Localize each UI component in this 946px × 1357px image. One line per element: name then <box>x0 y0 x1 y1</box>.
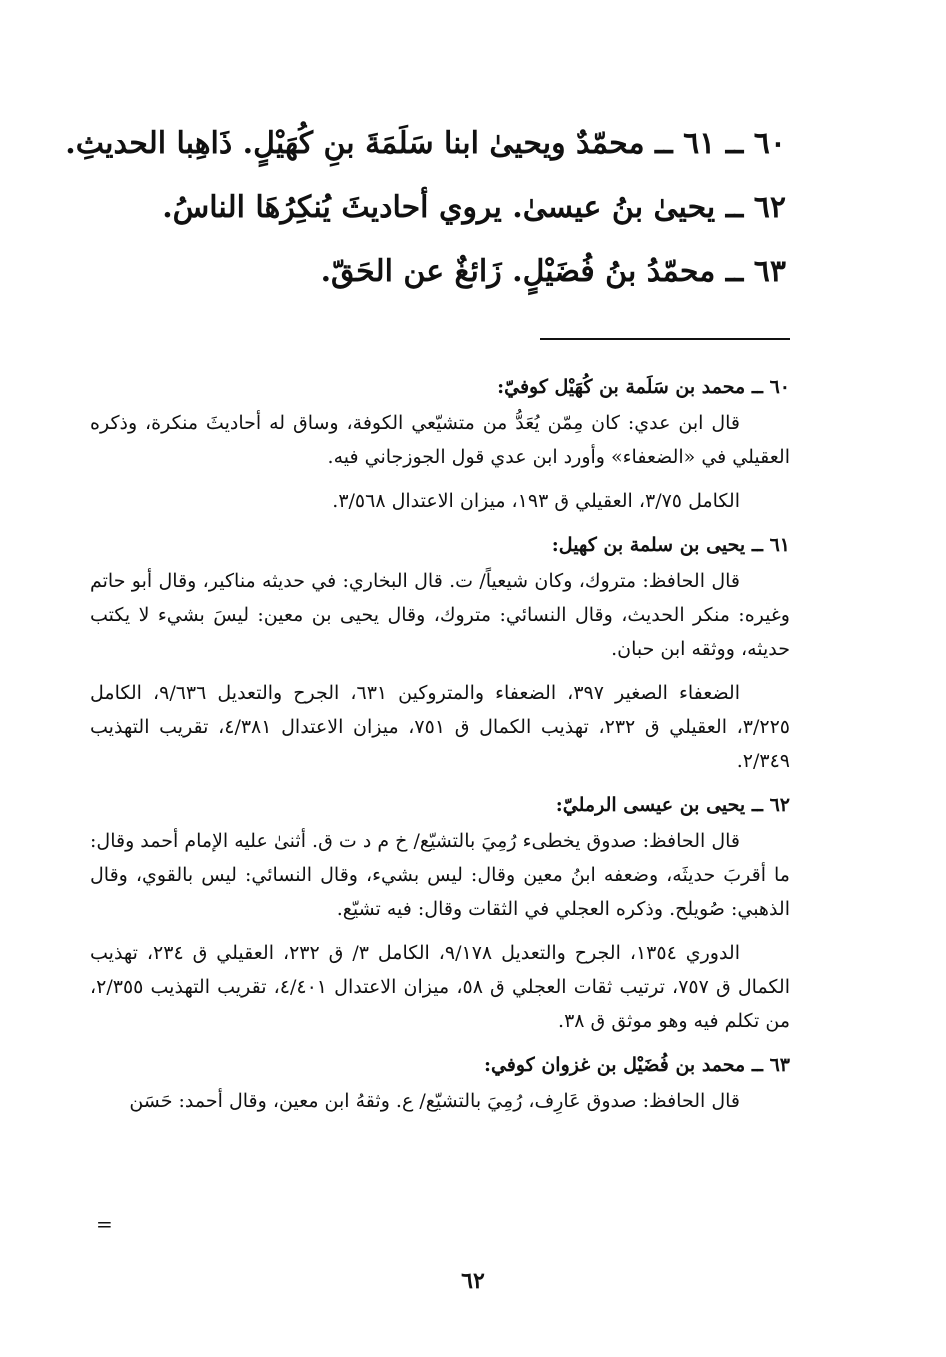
continuation-mark: = <box>96 1212 113 1236</box>
footnote-heading: ٦٢ ــ يحيى بن عيسى الرمليّ: <box>555 794 790 816</box>
footnote-paragraph: قال ابن عدي: كان مِمّن يُعَدُّ من متشيّعي الكوفة، وساق له أحاديثَ منكرة، وذكره العقيلي في «الضعفاء» وأورد ابن عدي قول الجوزجاني فيه. <box>90 412 790 468</box>
footnote-paragraph: قال الحافظ: صدوق عَارِف، رُمِيَ بالتشيّع/ ع. وثقهُ ابن معين، وقال أحمد: حَسَن <box>129 1090 740 1112</box>
main-text-block <box>65 112 786 304</box>
footnote-60 <box>90 370 790 518</box>
page-number: ٦٢ <box>461 1268 485 1294</box>
footnote-paragraph: قال الحافظ: صدوق يخطىء رُمِيَ بالتشيّع/ خ م د ت ق. أثنىٰ عليه الإمام أحمد وقال: ما أقربَ حديثَه، وضعفه ابنُ معين وقال: ليس بشيء، وقال النسائي: ليس بالقوي، وقال الذهبي: صُويلح. وذكره العجلي في الثقات وقال: فيه تشيّع. <box>90 830 790 920</box>
footnote-63 <box>90 1048 790 1118</box>
footnote-references: الدوري ١٣٥٤، الجرح والتعديل ٩/١٧٨، الكامل ٣/ ق ٢٣٢، العقيلي ق ٢٣٤، تهذيب الكمال ق ٧٥٧، ترتيب ثقات العجلي ق ٥٨، ميزان الاعتدال ٤/٤٠١، تقريب التهذيب ٢/٣٥٥، من تكلم فيه وهو موثق ق ٣٨. <box>90 942 790 1032</box>
footnote-references: الضعفاء الصغير ٣٩٧، الضعفاء والمتروكين ٦٣١، الجرح والتعديل ٩/٦٣٦، الكامل ٣/٢٢٥، العقيلي ق ٢٣٢، تهذيب الكمال ق ٧٥١، ميزان الاعتدال ٤/٣٨١، تقريب التهذيب ٢/٣٤٩. <box>90 682 790 772</box>
footnote-paragraph: قال الحافظ: متروك، وكان شيعياً/ ت. قال البخاري: في حديثه مناكير، وقال أبو حاتم وغيره: منكر الحديث، وقال النسائي: متروك، وقال يحيى بن معين: ليسَ بشيء لا يكتب حديثه، ووثقه ابن حبان. <box>90 570 790 660</box>
footnote-heading: ٦٠ ــ محمد بن سَلَمة بن كُهَيْل كوفيّ: <box>497 376 790 398</box>
main-line: ٦٢ ــ يحيىٰ بنُ عيسىٰ. يروي أحاديثَ يُنكِرُهَا الناسُ. <box>162 190 786 225</box>
footnote-61 <box>90 528 790 778</box>
footnote-62 <box>90 788 790 1038</box>
footnote-separator <box>540 338 790 340</box>
footnote-heading: ٦٣ ــ محمد بن فُضَيْل بن غزوان كوفي: <box>483 1054 790 1076</box>
footnote-heading: ٦١ ــ يحيى بن سلمة بن كهيل: <box>551 534 790 556</box>
main-line: ٦٣ ــ محمّدُ بنُ فُضَيْلٍ. زَائغٌ عن الحَقّ. <box>320 254 786 289</box>
footnotes-block <box>90 360 790 1118</box>
main-line: ٦٠ ــ ٦١ ــ محمّدٌ ويحيىٰ ابنا سَلَمَةَ بنِ كُهَيْلٍ. ذَاهِبا الحديثِ. <box>65 126 786 161</box>
footnote-references: الكامل ٣/٧٥، العقيلي ق ١٩٣، ميزان الاعتدال ٣/٥٦٨. <box>332 490 740 512</box>
